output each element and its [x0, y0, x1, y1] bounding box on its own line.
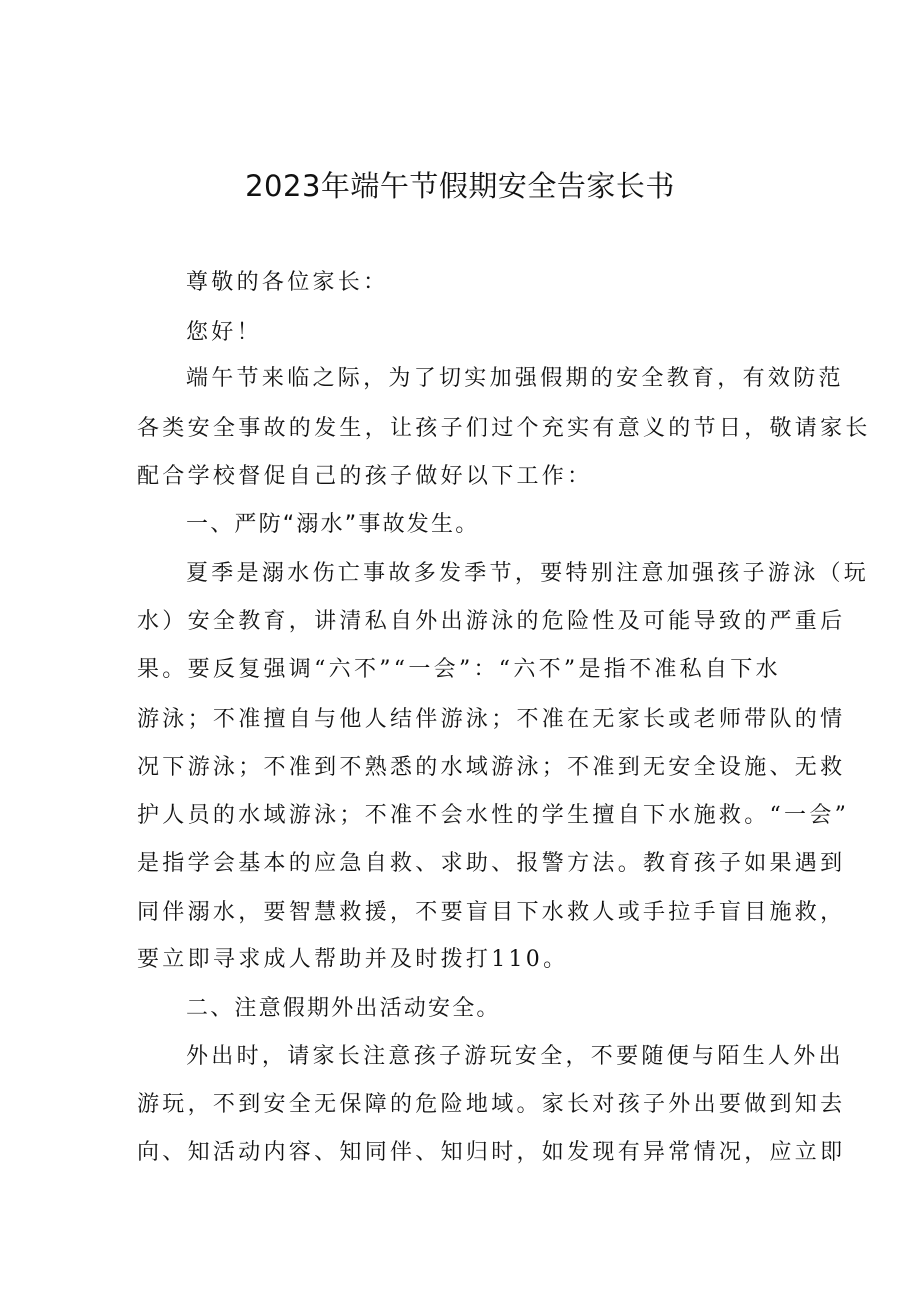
section1-line: 夏季是溺水伤亡事故多发季节，要特别注意加强孩子游泳（玩 [186, 561, 870, 586]
intro-line: 各类安全事故的发生，让孩子们过个充实有意义的节日，敬请家长 [137, 416, 871, 441]
salutation: 尊敬的各位家长： [186, 270, 389, 295]
section-heading-outdoor: 二、注意假期外出活动安全。 [186, 996, 501, 1021]
section-heading-drowning: 一、严防“溺水”事故发生。 [186, 512, 480, 537]
greeting: 您好！ [186, 320, 262, 345]
intro-line: 配合学校督促自己的孩子做好以下工作： [137, 464, 593, 489]
section1-line: 水）安全教育，讲清私自外出游泳的危险性及可能导致的严重后 [137, 609, 846, 634]
section1-line: 护人员的水域游泳；不准不会水性的学生擅自下水施救。“一会” [137, 803, 850, 828]
section2-line: 外出时，请家长注意孩子游玩安全，不要随便与陌生人外出 [186, 1044, 844, 1069]
section1-line: 况下游泳；不准到不熟悉的水域游泳；不准到无安全设施、无救 [137, 755, 846, 780]
document-title: 2023年端午节假期安全告家长书 [245, 169, 675, 203]
intro-line: 端午节来临之际，为了切实加强假期的安全教育，有效防范 [186, 366, 844, 391]
section1-line: 果。要反复强调“六不”“一会”：“六不”是指不准私自下水 [137, 657, 781, 682]
section2-line: 向、知活动内容、知同伴、知归时，如发现有异常情况，应立即 [137, 1140, 846, 1165]
section1-line: 要立即寻求成人帮助并及时拨打110。 [137, 947, 569, 972]
section1-line: 是指学会基本的应急自救、求助、报警方法。教育孩子如果遇到 [137, 851, 846, 876]
section1-line: 游泳；不准擅自与他人结伴游泳；不准在无家长或老师带队的情 [137, 707, 846, 732]
section1-line: 同伴溺水，要智慧救援，不要盲目下水救人或手拉手盲目施救， [137, 900, 846, 925]
section2-line: 游玩，不到安全无保障的危险地域。家长对孩子外出要做到知去 [137, 1092, 846, 1117]
